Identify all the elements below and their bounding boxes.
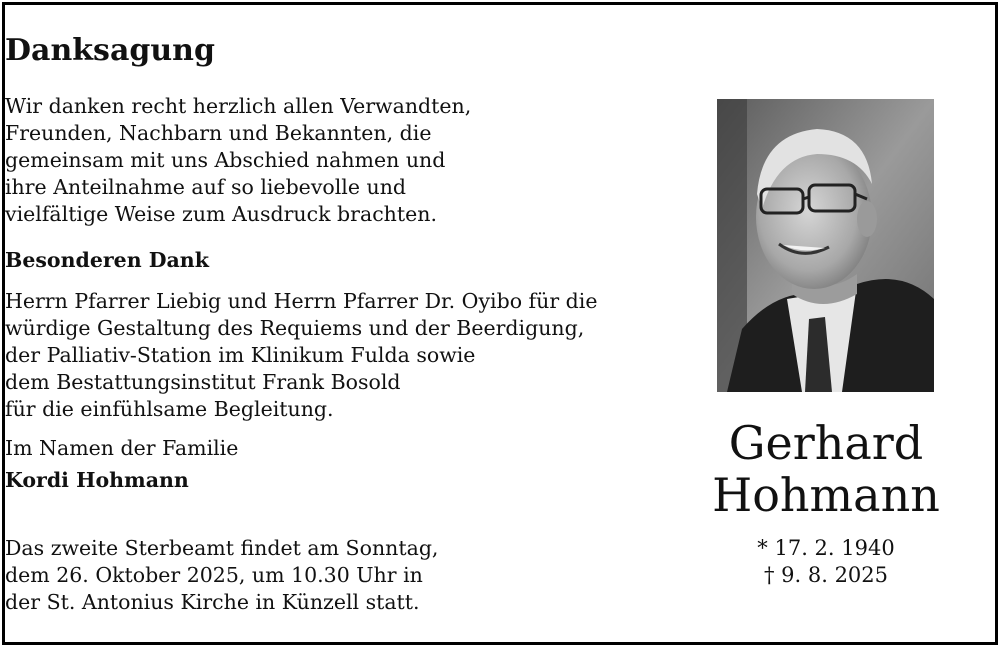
special-thanks-paragraph [5, 288, 705, 423]
portrait-photo [717, 99, 934, 392]
special-thanks-heading: Besonderen Dank [5, 248, 209, 272]
memorial-mass-paragraph [5, 535, 705, 616]
text-line: Das zweite Sterbeamt findet am Sonntag, [5, 536, 439, 560]
text-line: vielfältige Weise zum Ausdruck brachten. [5, 202, 437, 226]
family-name: Kordi Hohmann [5, 468, 189, 492]
obituary-notice [2, 2, 998, 645]
deceased-last-name: Hohmann [712, 468, 940, 522]
text-line: würdige Gestaltung des Requiems und der Beerdigung, [5, 316, 585, 340]
text-line: Wir danken recht herzlich allen Verwandten, [5, 94, 472, 118]
text-line: dem 26. Oktober 2025, um 10.30 Uhr in [5, 563, 423, 587]
text-line: für die einfühlsame Begleitung. [5, 397, 334, 421]
text-line: der St. Antonius Kirche in Künzell statt. [5, 590, 420, 614]
birth-date: * 17. 2. 1940 [757, 536, 895, 560]
text-line: gemeinsam mit uns Abschied nahmen und [5, 148, 446, 172]
thanks-paragraph [5, 93, 705, 228]
text-line: dem Bestattungsinstitut Frank Bosold [5, 370, 401, 394]
family-line: Im Namen der Familie [5, 436, 239, 460]
text-line: der Palliativ-Station im Klinikum Fulda sowie [5, 343, 476, 367]
deceased-first-name: Gerhard [728, 416, 924, 470]
heading: Danksagung [5, 33, 215, 68]
text-line: Freunden, Nachbarn und Bekannten, die [5, 121, 432, 145]
text-line: Herrn Pfarrer Liebig und Herrn Pfarrer Dr. Oyibo für die [5, 289, 598, 313]
death-date: † 9. 8. 2025 [763, 563, 889, 587]
text-line: ihre Anteilnahme auf so liebevolle und [5, 175, 407, 199]
